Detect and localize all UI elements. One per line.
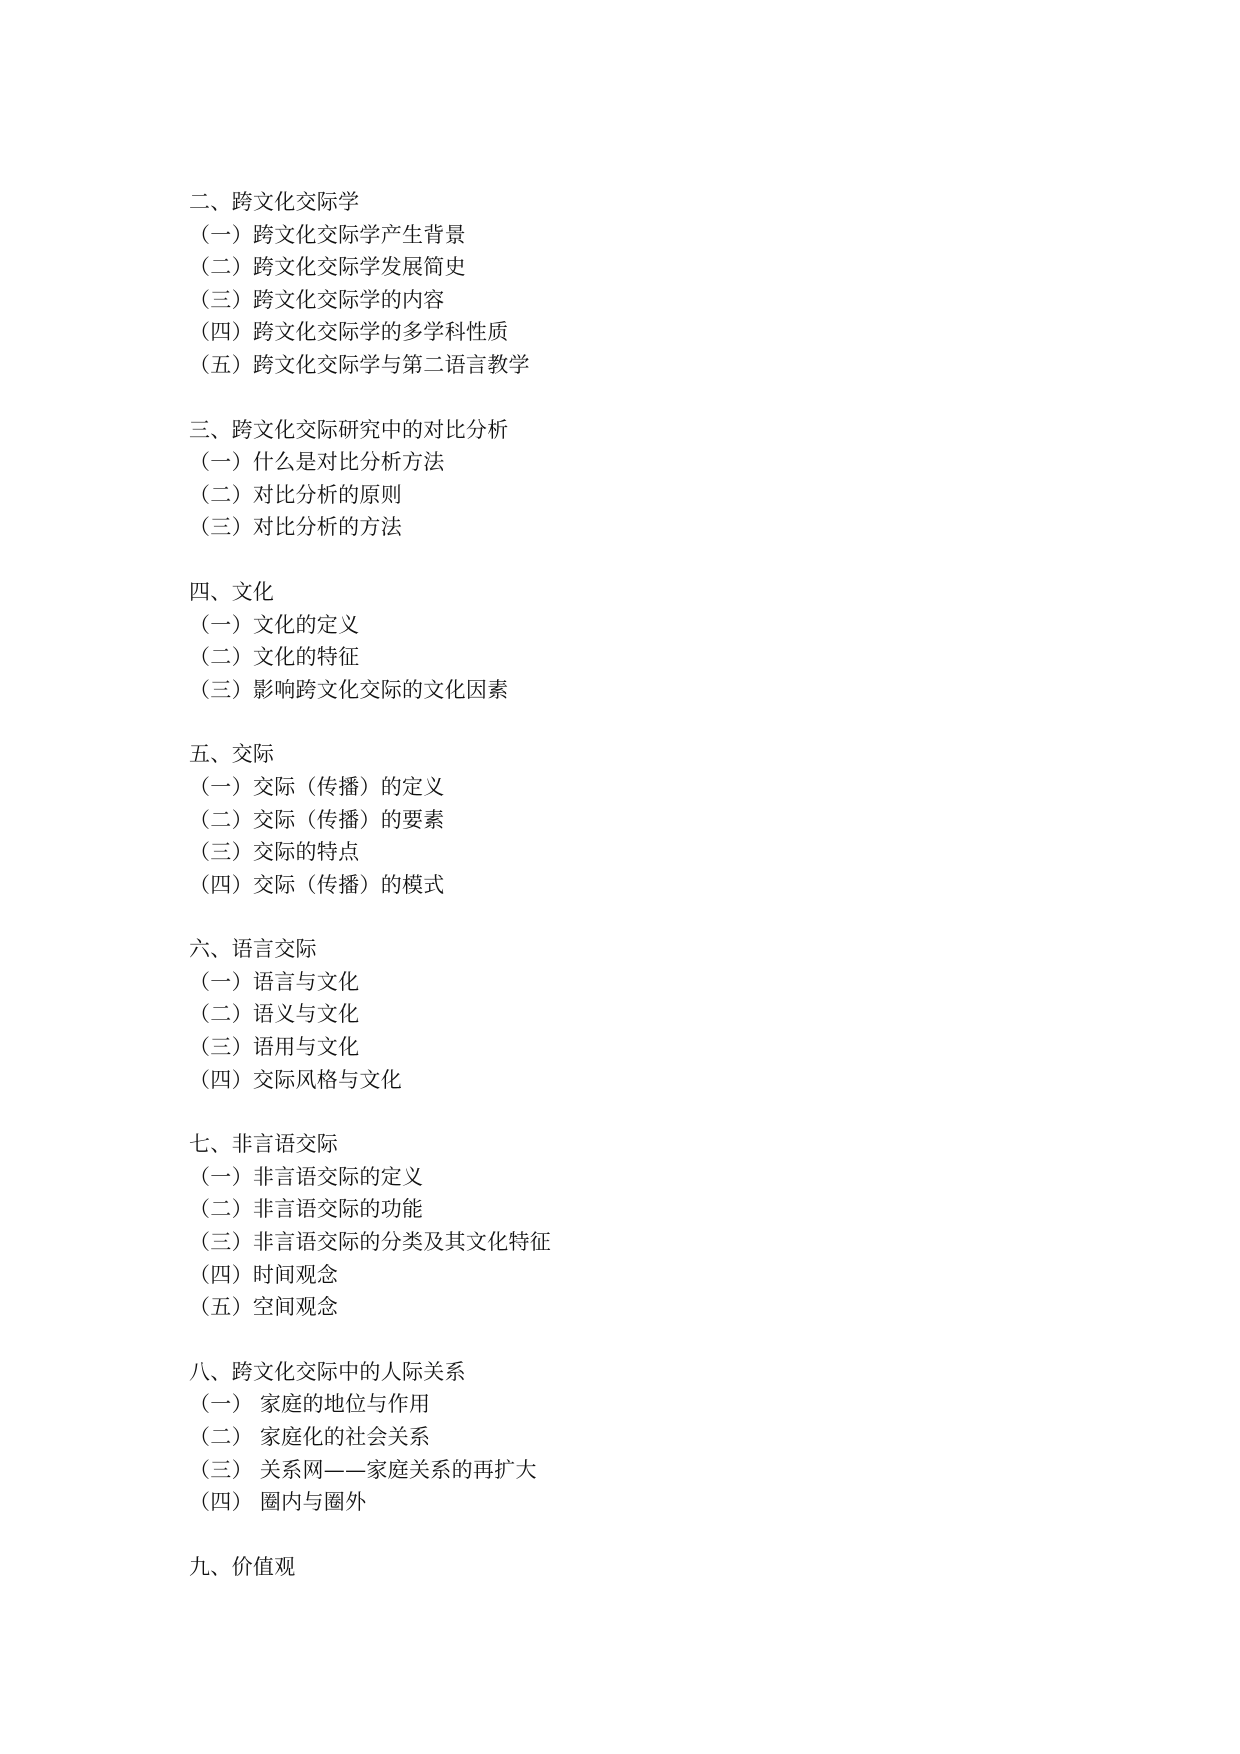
- outline-item: （四） 圈内与圈外: [189, 1490, 367, 1515]
- outline-item: （二）语义与文化: [189, 1002, 360, 1027]
- outline-item: （三）交际的特点: [189, 840, 360, 865]
- outline-item: （四）跨文化交际学的多学科性质: [189, 320, 509, 345]
- section-heading: 五、交际: [189, 742, 275, 767]
- outline-item: （三）跨文化交际学的内容: [189, 287, 445, 312]
- section-heading: 六、语言交际: [189, 937, 317, 962]
- outline-item: （四）交际风格与文化: [189, 1067, 402, 1092]
- outline-item: （一）语言与文化: [189, 969, 360, 994]
- outline-item: （一）文化的定义: [189, 612, 360, 637]
- outline-item: （四）交际（传播）的模式: [189, 872, 445, 897]
- outline-item: （一） 家庭的地位与作用: [189, 1392, 431, 1417]
- section-heading: 七、非言语交际: [189, 1132, 339, 1157]
- outline-item: （三） 关系网——家庭关系的再扩大: [189, 1457, 537, 1482]
- outline-item: （三）非言语交际的分类及其文化特征: [189, 1230, 552, 1255]
- outline-item: （二）非言语交际的功能: [189, 1197, 424, 1222]
- section-heading: 二、跨文化交际学: [189, 190, 360, 214]
- section-8: [189, 1356, 1189, 1519]
- section-heading: 四、文化: [189, 579, 275, 604]
- section-2: [189, 186, 1189, 382]
- outline-item: （三）语用与文化: [189, 1035, 360, 1060]
- outline-item: （二）对比分析的原则: [189, 482, 402, 507]
- outline-item: （一）非言语交际的定义: [189, 1164, 424, 1189]
- section-heading: 三、跨文化交际研究中的对比分析: [189, 417, 509, 442]
- outline: [189, 186, 1189, 1615]
- section-3: [189, 414, 1189, 544]
- outline-item: （二）文化的特征: [189, 645, 360, 670]
- outline-item: （二） 家庭化的社会关系: [189, 1425, 431, 1449]
- outline-item: （三）对比分析的方法: [189, 515, 402, 540]
- section-7: [189, 1128, 1189, 1324]
- outline-item: （四）时间观念: [189, 1262, 339, 1287]
- section-9: [189, 1551, 1189, 1584]
- outline-item: （二）跨文化交际学发展简史: [189, 255, 466, 280]
- outline-item: （二）交际（传播）的要素: [189, 807, 445, 832]
- outline-item: （一）跨文化交际学产生背景: [189, 222, 466, 247]
- outline-item: （一）交际（传播）的定义: [189, 774, 445, 799]
- section-heading: 九、价值观: [189, 1554, 296, 1579]
- outline-item: （三）影响跨文化交际的文化因素: [189, 677, 509, 702]
- outline-item: （一）什么是对比分析方法: [189, 450, 445, 475]
- outline-item: （五）空间观念: [189, 1295, 339, 1320]
- section-6: [189, 933, 1189, 1096]
- section-4: [189, 576, 1189, 706]
- section-5: [189, 738, 1189, 901]
- outline-item: （五）跨文化交际学与第二语言教学: [189, 352, 530, 377]
- section-heading: 八、跨文化交际中的人际关系: [189, 1359, 466, 1384]
